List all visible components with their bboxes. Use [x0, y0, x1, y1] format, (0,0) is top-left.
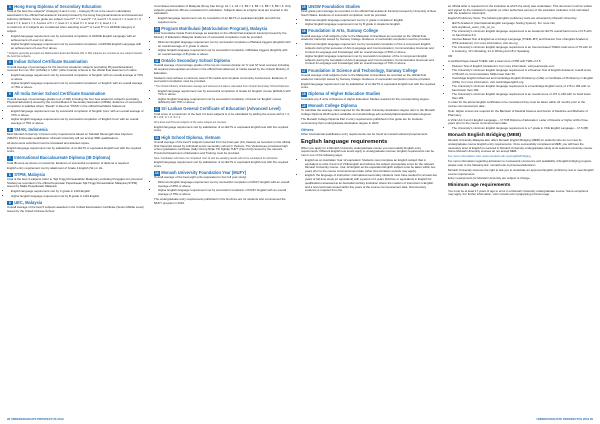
section-number: 10	[155, 27, 159, 32]
section-dhes	[301, 92, 438, 101]
section-title: High School Diploma, Vietnam	[161, 134, 221, 140]
section-number: 8	[8, 172, 11, 177]
section-ontario	[154, 59, 291, 105]
paragraph: Overall average of percentage grades of the top six courses (Grade 12 'U' and 'M' level courses) including all required prerequisites as shown in the official final statement of marks issued by the Ontario Ministry of Education.	[154, 63, 290, 75]
list-item: • English as an Australian Year 12 equivalent: Students must complete an English subject that is equivalent to units 3 and 4 of VCE English and achieve the subject prerequisite score for the relevant Monash University course. Year 12 English as the equivalent English subject must be taken within two years prior to the course commencement date (other time limitation periods may apply).	[305, 159, 438, 174]
section-monash-college	[301, 104, 438, 125]
list-item: • The University's minimum English language requirement is an Academic IELTS overall band score of 6.5 with no band below 6.0.	[452, 30, 594, 37]
list-item: • Higher English language requirement met by successful completion of 'English Core' with an overall average of 75% or above.	[11, 118, 144, 125]
paragraph: Monash University Malaysia also offers Monash English Bridging (MEB) for students who do not meet its undergraduate course English entry requirements. Once successfully completed at MEB, you will have the necessary level of English to succeed in Monash University undergraduate study at its selected university course. Some Monash University courses do not accept MEB.	[448, 138, 593, 154]
paragraph: Total score of a maximum of the best 3 A level subjects is to be calculated by adding the scores with A = 3, B = 2.5, C = 2, S = 1.	[154, 111, 290, 120]
section-uec	[7, 201, 144, 214]
list-item: • The University's minimum English language requirement is an overall score of 176 to 184 with no band lower than 169.	[452, 93, 594, 100]
list-item: • English language requirement met by successful completion of 'English Core' with an overall average of 70% or above.	[11, 110, 144, 117]
list-item: • Higher English language requirement met by successful completion of Bahasa Inggeris (English) with an overall average of B grade or above.	[158, 49, 291, 56]
bullet-list	[154, 41, 291, 56]
section-title: Sri Lankan General Certificate of Education (Advanced Level)	[161, 106, 281, 112]
paragraph: Overall average of all subjects (refer to the Malaysian Universities) as recorded on the official final academic transcript issued by Sunway College. Evidence of successful completion must be provided.	[301, 33, 431, 42]
paragraph: English Proficiency Tests: The following English proficiency tests are accepted by Monash University:	[448, 16, 578, 21]
list-item: • Minimum English language requirement met by C grade in Academic English.	[305, 19, 438, 23]
page-footer	[0, 417, 600, 422]
list-item: • English: the language of instruction: international secondary students must have studied for at least two years of full-time study (or equivalent) with a period of 2 years (full-time or equivalent) in English for qualifications assessed at an Australian tertiary institution where the medium of instruction is English, and a test result was issued within five years of the course commencement date. Documentary evidence is required from the	[305, 174, 438, 193]
paragraph: Overall average of all subjects (refer to the Malaysian Universities) as recorded on the official final academic transcript issued by Sunway College. Evidence of successful completion must be provided.	[301, 72, 431, 81]
section-number: 9	[8, 200, 11, 205]
list-item: • Higher English language requirement met by successful completion of MUFY English with an overall average of 75% or above.	[158, 189, 291, 196]
paragraph: English language requirement met by satisfaction of an IELTS or equivalent English test with the required score.	[7, 145, 142, 154]
bullet-list	[7, 35, 144, 50]
section-title: Monash University Foundation Year (MUFY)	[161, 170, 247, 176]
list-item: • English language requirement met by successful completion of 'English' with an overall average of 70% or above.	[11, 74, 144, 81]
paragraph: You must be at least 17 years of age to enrol in a Monash University undergraduate course. Some exceptions may apply. For further information, visit monash.edu.my/applying-minimum-age.	[448, 188, 589, 197]
bullet-list	[301, 159, 438, 193]
paragraph: A certified Paper-based TOEFL with a total score of 550 with TWE of 4.5.	[448, 58, 542, 63]
section-matrikulasi	[154, 27, 291, 56]
list-item: • IELTS Academic (International English Language Testing System). For more info ielts.org/about_us/en_info_on_us	[452, 22, 594, 29]
footnote: Note: Candidates who have not completed Year 12 and are awaiting results will not be considered for admission.	[154, 156, 279, 160]
section-title: International Baccalaureate Diploma (IB Diploma)	[14, 155, 111, 161]
section-mufy	[154, 171, 291, 205]
list-item: • The University's minimum English language requirement is a 7 grade in VCE English Language – 17.5 (IB)	[452, 127, 594, 131]
paragraph: OR	[448, 53, 453, 58]
bullet-list	[448, 127, 594, 131]
paragraph: Total of the best 3 subjects (refer to 'Sijil Tinggi Persekolahan Malaysia') excluding Pengajian Am (General Studies) as recorded in the official Keputusan Peperiksaan Sijil Tinggi Persekolahan Malaysia (STPM) issued by Majlis Peperiksaan Malaysia.	[7, 177, 143, 189]
paragraph: To calculate the average mark required for the Monash University destination degree refer to the Monash College Diploma 2018 section available at monashcollege.edu.au/study/diplomas/destination-degrees.	[301, 108, 436, 116]
bullet-list	[7, 110, 144, 125]
list-item: • Cambridge English Advanced and Cambridge English Proficiency (CAE) or Certificate of Proficiency in English (CPE). For more information, visit cambridgeenglish.org.	[452, 77, 594, 84]
list-item: • The University's minimum English language requirement is a Cambridge English score of 176 to 184 with no band lower than 169.	[452, 85, 594, 92]
section-number: 18	[302, 92, 306, 97]
paragraph: All documents submitted must be translated and attested copies.	[7, 140, 90, 145]
others-heading: Others	[301, 126, 314, 132]
section-title: SMAK, Indonesia	[14, 126, 48, 132]
paragraph: Overall average of the best 5 subjects awarded in the Unified Examination Certificate (Senior Middle Level) issued by the United Chinese School	[7, 205, 144, 213]
list-item: • Minimum English language requirement met by successful completion of the 4 component English subjects during first semester of Arts (Language and Communication), Communicative Grammar and Context & Language and Knowledge) with an overall average of 65% or above.	[305, 43, 438, 54]
section-title: Foundation in Science and Technology, Sunway College	[308, 67, 418, 73]
paragraph: Overall average of percentages for the best four academic subjects (excluding Physical Education) received from an 'ISC' (CISCE) or 'HSC' (other boards) scheme in the official final statement of marks.	[7, 64, 138, 73]
list-item: • English language requirement met by successful completion of Grade 12 'English' course (ENG4U) with 70% or above.	[158, 90, 291, 97]
list-item: • English language requirement met by C grade in 1119 English	[11, 190, 144, 194]
paragraph: Students must achieve a minimum total of 30 credits and complete community involvement. Evidence of successful completion must be provided.	[154, 75, 287, 84]
list-item: • The University's minimum English language requirement is an Internet-based TOEFL total score of 79 with 12 in Listening, 13 in Reading, 21 in Writing and 18 in Speaking.	[452, 46, 594, 53]
bullet-list	[7, 190, 144, 198]
section-number: 3	[8, 5, 11, 9]
section-number: 15	[302, 5, 306, 9]
section-title: All India Senior School Certificate Examination	[14, 91, 106, 97]
list-item: • Higher English language requirement met by B grade in Academic English.	[305, 23, 438, 27]
section-isc	[7, 60, 144, 89]
column-2	[154, 5, 291, 208]
section-title: Foundation in Arts, Sunway College	[308, 28, 379, 34]
paragraph: Note: Higher scores are required for the Bachelor of Medical Science and Doctor of Medicine and Bachelor of Pharmacy.	[448, 109, 588, 117]
section-stpm	[7, 173, 144, 199]
meb-link[interactable]: For more information visit: www.monash.edu.my/english/bridging	[448, 154, 531, 159]
bullet-list	[154, 17, 291, 24]
section-number: 11	[155, 58, 159, 63]
paragraph: English entry requirement met by attainment of Grade 4 English (SL) or HL.	[7, 165, 104, 170]
list-item: • Internet-Based Test of English as a Foreign Language (TOEFL iBT) and Pearson Test of English Academic (PTE Academic). For more information, visit ets.org	[452, 38, 594, 45]
paragraph: Total IB score as shown on transcript. Evidence of successful completion of diploma is required.	[7, 160, 130, 165]
section-title: Diploma of Higher Education Studies	[308, 91, 381, 97]
paragraph: In order for the above English certificates to be considered they must be taken within 24 months prior to the course commencement date.	[448, 100, 586, 109]
bullet-list	[154, 90, 291, 105]
paragraph: A VCE Unit 3 and 4 English Language – 17.5 IB Diploma of Education: Letter of Results or higher within three years prior to the course commencement date.	[448, 117, 588, 126]
section-sunway-science	[301, 69, 438, 90]
column-1	[7, 5, 144, 216]
paragraph: Entry requirements for Monash University are subject to change.	[448, 176, 531, 181]
footnote: * The Ontario Ministry of Education average and achievement data is calculated from Ontario Secondary School Diplomas.	[154, 85, 290, 89]
section-ib	[7, 156, 144, 170]
section-number: 12	[155, 107, 159, 112]
english-requirements-heading: English language requirements	[301, 139, 388, 146]
section-number: 7	[8, 156, 11, 161]
paragraph: When you apply for a Monash University undergraduate course you must satisfy English entry requirements. Different English test levels apply to undergraduate courses. English requirements can be met in one of the following ways:	[301, 145, 434, 158]
list-item: • Higher English language requirement met by successful completion of HKDSE English Language with an achievement of Level 5 or above.	[11, 43, 144, 50]
section-uec-cont	[154, 5, 291, 25]
paragraph: an official letter is required from the institution at which the study was undertaken. This document must be written and signed by the institution's registrar (or other authorised person) of the education institution to be submitted with the academic transcripts.	[448, 4, 593, 16]
list-item: • Pearson Test of English (Academic). For more information, visit pearsonpte.com	[452, 65, 594, 69]
section-title: UNSW Foundation Studies	[308, 4, 361, 9]
meb-heading: Monash English Bridging (MEB)	[448, 132, 522, 138]
section-number: 14	[155, 171, 159, 176]
bullet-list	[301, 43, 438, 66]
list-item: • English language requirement met by completion of an IELTS or equivalent English test with the required score.	[158, 17, 291, 24]
list-item: • The University's minimum English language requirement is a Pearson Test of English Academic overall score of 58 with no Communicative Skills lower than 50.	[452, 69, 594, 76]
paragraph: Complete any 8 units of Diploma of Higher Education Studies required for the corresponding degree.	[301, 96, 430, 101]
column-3	[301, 5, 438, 194]
section-number: 6	[8, 127, 11, 132]
footer-left: 28 UNDERGRADUATE PROSPECTUS 2019	[7, 417, 64, 421]
section-number: 19	[302, 103, 306, 108]
paragraph: English language requirement met by satisfaction of an IELTS or equivalent English test with the required score.	[154, 124, 289, 133]
paragraph: Overall average of the best eight units (equivalent to four full year study).	[154, 175, 248, 180]
footer-right: UNDERGRADUATE PROSPECTUS 2019 29	[536, 417, 593, 421]
bullet-list	[301, 19, 438, 27]
bullet-list	[7, 74, 144, 89]
section-title: Monash College Diploma	[308, 102, 357, 108]
list-item: • Higher English language requirement met by successful completion of 'English' with an overall average of 75% or above.	[11, 82, 144, 89]
bullet-list	[448, 65, 594, 101]
paragraph: Overall average of percentage grades (out of 100) including the four best academic subjects (excluding Physical Education) issued by the Central Board of Secondary Education (CBSE). Evidence of successful completion is satisfied where "Result" is listed as "PASS" in the official final Marks Statement.	[7, 96, 142, 108]
section-number: 4	[8, 60, 11, 65]
section-number: 17	[302, 68, 306, 73]
list-item: • Higher English language requirement met by successful completion of Grade 12 'English' course (ENG4U) with 75% or above.	[158, 98, 291, 105]
paragraph: The undergraduate entry requirements published in this brochure are for students who commenced the MUFY program in 2016.	[154, 196, 286, 205]
column-4	[448, 5, 594, 198]
paragraph: Committees Association of Malaysia (Dong Jiao Zong). A1 = 1, A2 = 2, B3 = 3, B4 = 4, B5 = 5, B6 = 6. Only subjects graded A1–B6 are considered for calculation. Subjects taken at a higher level are counted in the calculation.	[154, 4, 291, 16]
section-number: 16	[302, 29, 306, 34]
paragraph: Most Monash University minimum entry requirements based on Sekolah Menengah Atas Kejuruan (SMA/K) Indonesian qualification. Monash University will not accept SMK qualifications.	[7, 132, 133, 140]
paragraph: The Monash College Diploma Part 2 entry requirements published in this guide are for students commencing their undergraduate destination degree in 2020.	[301, 116, 423, 125]
section-number: 5	[8, 92, 11, 97]
section-smak	[7, 128, 144, 154]
paragraph: Overall average of the best 5 subjects (selected from the final year (12) classes) as recorded on the official final transcript issued by individual senior secondary school in Vietnam. The Vietnamese provisional high school graduation certificate (Giấy Chứng Nhận Tốt Nghiệp THPT (Tạm thời)) issued by the relevant Provincial Department of Education and Training must be provided.	[154, 139, 291, 156]
section-title: STPM, Malaysia	[14, 171, 45, 177]
paragraph: English language requirement met by satisfaction of an IELTS or equivalent English test with the required score.	[301, 81, 436, 90]
paragraph: Final grade point average as recorded on the official final academic transcript issued by University of New South Wales. Evidence of successful completion must be provided.	[301, 9, 436, 18]
bullet-list	[154, 181, 291, 196]
paragraph: A maximum of 2 subjects are considered when selecting Level** or Level 5* in a HKDSE Category A subject.	[7, 25, 135, 34]
paragraph: For more information regarding admission to coursework commence and availability of English bridging program please refer to the following link: monash.edu.my/courses/admission	[448, 159, 592, 167]
footnote: All A-level and AS-level subjects of the same subject are counted.	[154, 121, 227, 125]
section-title: Hong Kong Diploma of Secondary Education	[14, 4, 102, 9]
paragraph: English language requirement met by satisfaction of an IELTS or equivalent English test with the required score.	[154, 160, 289, 168]
paragraph: Total of the best five subjects* (Category A and C only – Category B not to be used in calculation) associated in the official final academic transcript issued by the Hong Kong Examinations and Assessment Authority (HKEAA). Score guide per subject: level 5** = 7, level 5* = 6, level 5 = 5, level 4 = 4, level 3 = 3, level 2 = 2, level 1 = 1. A score of 5 = 7, level 4 = 4, level 3 = 3, level 2 = 2, level 1 = 1.	[7, 9, 143, 25]
section-title: Program Matrikulasi (Matriculation Program), Malaysia	[161, 26, 268, 32]
section-hkdse	[7, 5, 144, 58]
paragraph: Monash University reserves the right to ask you to undertake an approved English proficiency test to meet English course requirements.	[448, 167, 594, 176]
list-item: • Higher English language requirement met by B grade in 1119 English	[11, 195, 144, 199]
section-aissce	[7, 92, 144, 125]
section-title: Indian School Certificate Examination	[14, 59, 88, 65]
section-number: 13	[155, 135, 159, 140]
section-unsw	[301, 5, 438, 27]
section-title: Ontario Secondary School Diploma	[161, 57, 230, 63]
section-vietnam	[154, 136, 291, 169]
bullet-list	[448, 22, 594, 53]
list-item: • Minimum English language requirement met by successful completion of Bahasa Inggeris (English) with an overall average of C grade or above.	[158, 41, 291, 48]
list-item: • Higher English language requirement met by successful completion of the 4 component English subjects during the foundation of Arts (Language and Communication, Communicative Grammar and Context & Language and Knowledge) with an overall average of 75% or above.	[305, 55, 438, 66]
footnote: * Subjects generally accepted are Mathematics Extended Module (M1 or M2) subjects are counted as one subject towards the best five subjects.	[7, 51, 143, 58]
paragraph: Other international qualification entry requirements can be found at monash.edu/entryrequirements	[301, 132, 428, 136]
section-sunway-arts	[301, 29, 438, 66]
section-srilanka	[154, 107, 291, 133]
list-item: • English language requirement met by successful completion of HKDSE English Language with an achievement of Level 4 or above.	[11, 35, 144, 42]
min-age-heading: Minimum age requirements	[448, 183, 511, 189]
section-title: UEC, Malaysia	[14, 199, 43, 205]
list-item: • Minimum English language requirement met by successful completion of MUFY English with an overall average of 65% or above.	[158, 181, 291, 188]
paragraph: Final Cumulative Grade Point Average as awarded on the official final academic transcript issued by the Ministry of Education Malaysia. Evidence of successful completion must be provided.	[154, 31, 287, 40]
